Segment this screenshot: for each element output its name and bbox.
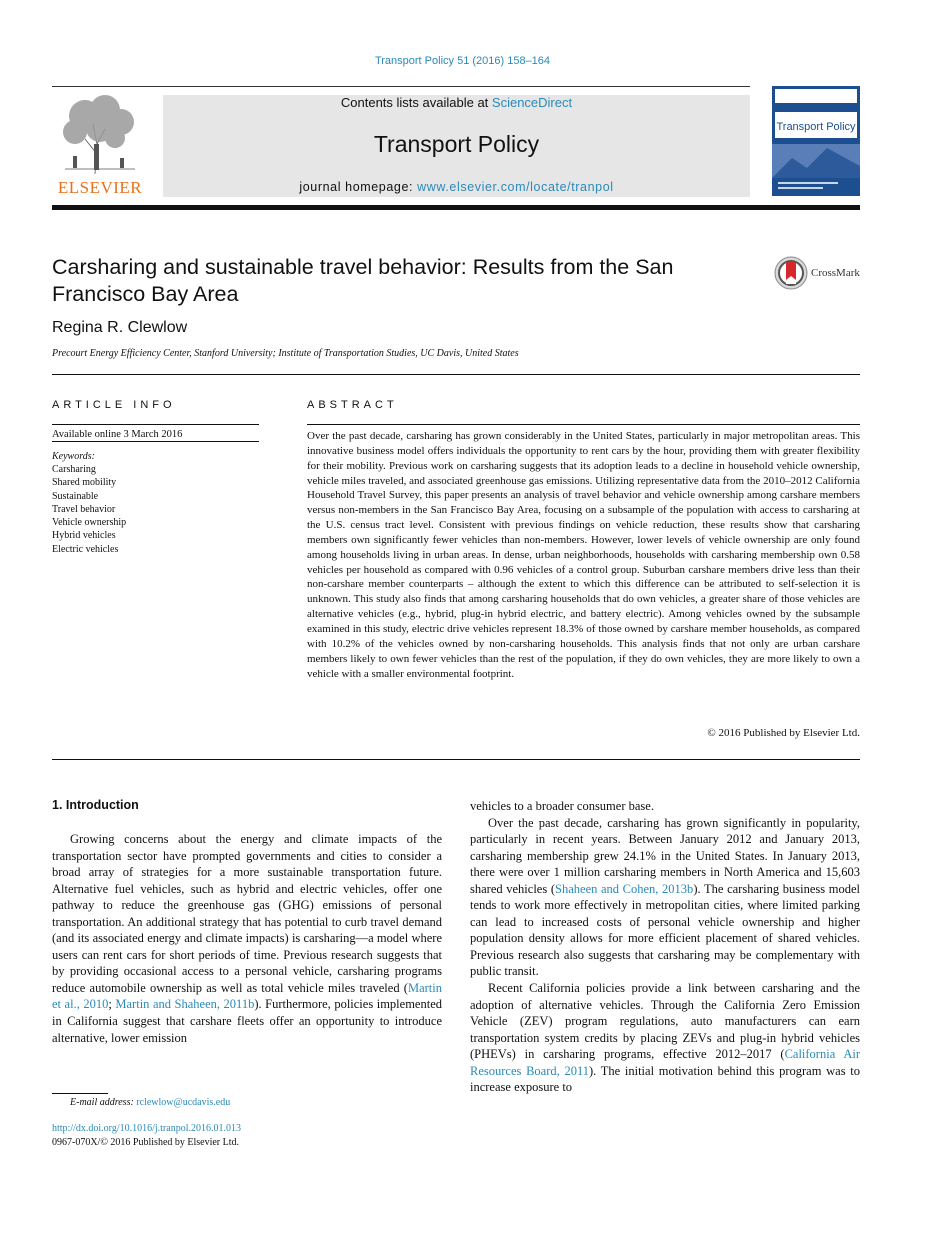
intro-paragraph-3 [470, 980, 860, 1096]
intro-paragraph-1 [52, 831, 442, 1046]
journal-cover-thumbnail[interactable] [772, 86, 860, 196]
email-link[interactable]: rclewlow@ucdavis.edu [136, 1097, 231, 1108]
keyword-item: Electric vehicles [52, 543, 119, 555]
reference-link[interactable]: California Air Resources Board, 2011 [470, 1047, 860, 1078]
article-info-heading: ARTICLE INFO [52, 399, 176, 411]
keyword-item: Shared mobility [52, 477, 117, 489]
paragraph-text: Over the past decade, carsharing has grown significantly in popularity, particularly in recent years. Between January 2012 and January 2013, carsharing membership grew 24.1% in the United States. In January 2013, there were over 1 million carsharing members in North America and 15,603 shared vehicles ( [470, 815, 860, 896]
cover-image [772, 86, 860, 196]
elsevier-logo [52, 94, 148, 198]
abstract-heading: ABSTRACT [307, 399, 398, 411]
footnote-email [70, 1097, 230, 1108]
info-rule [52, 441, 259, 442]
section-rule [52, 759, 860, 760]
author-affiliation: Precourt Energy Efficiency Center, Stanford University; Institute of Transportation Studies, UC Davis, United States [52, 348, 519, 359]
elsevier-tree-icon [55, 94, 145, 176]
issn-copyright: 0967-070X/© 2016 Published by Elsevier Ltd. [52, 1137, 240, 1148]
homepage-prefix: journal homepage: [299, 180, 418, 194]
section-rule [52, 374, 860, 375]
sciencedirect-link[interactable]: ScienceDirect [491, 95, 573, 110]
abstract-text: Over the past decade, carsharing has grown considerably in the United States, particularly in major metropolitan areas. This innovative business model offers individuals the opportunity to rent cars by the hour, providing them with greater flexibility for their mobility. Previous work on carsharing suggests that its adoption leads to a decline in household vehicle ownership, vehicle miles traveled, and associated greenhouse gas emissions. Utilizing representative data from the 2010–2012 California Household Travel Survey, this paper presents an analysis of travel behavior and vehicle ownership among carshare members versus non-members in the San Francisco Bay Area, focusing on a subsample of the population with access to carsharing at the U.S. census tract level. Consistent with previous findings on vehicle reduction, these results show that carsharing members own significantly fewer vehicles than non-members. However, lower levels of vehicle ownership are only found among households living in urban areas. In dense, urban neighborhoods, households with carsharing membership own 0.58 vehicles per household as compared with 0.96 vehicles of a control group. Suburban carshare members drive less than their non-carshare member counterparts – although the extent to which this difference can be attributed to self-selection it is unknown. This study also finds that among carsharing households that do own vehicles, a greater share of those vehicles are alternative vehicles (e.g., hybrid, plug-in hybrid electric, and battery electric). Among vehicles owned by the subsample examined in this study, electric drive vehicles represent 18.3% of those owned by carshare member households, as compared with 10.2% of the vehicles owned by non-carsharing households. This analysis finds that not only are urban carshare members likely to own fewer vehicles than the rest of the population, if they do own vehicles, they are more likely to own a vehicle with a smaller environmental footprint. [307, 430, 860, 680]
intro-paragraph-2 [470, 815, 860, 980]
available-online-date: Available online 3 March 2016 [52, 429, 183, 440]
journal-masthead [163, 95, 750, 197]
doi-link[interactable]: http://dx.doi.org/10.1016/j.tranpol.2016.01.013 [52, 1123, 241, 1134]
reference-link[interactable]: Martin and Shaheen, 2011b [115, 997, 255, 1012]
body-column-right [470, 798, 860, 1096]
article-title: Carsharing and sustainable travel behavior: Results from the San Francisco Bay Area [52, 255, 674, 306]
journal-citation[interactable] [0, 55, 925, 67]
keyword-item: Carsharing [52, 464, 96, 475]
paragraph-text: ; [108, 997, 116, 1012]
keyword-item: Hybrid vehicles [52, 530, 116, 542]
keyword-item: Sustainable [52, 490, 99, 502]
citation-link[interactable]: Transport Policy 51 (2016) 158–164 [374, 55, 551, 67]
section-heading-introduction: 1. Introduction [52, 798, 139, 812]
paragraph-text: Recent California policies provide a link between carsharing and the adoption of alternative vehicles. Through the California Zero Emission Vehicle (ZEV) program regulations, auto manufacturers can earn transportation system credits by placing ZEVs and plug-in hybrid vehicles (PHEVs) in carsharing programs, effective 2012–2017 ( [470, 981, 860, 1062]
contents-line [163, 95, 750, 110]
body-column-left [52, 831, 442, 1046]
info-rule [52, 424, 259, 425]
header-thick-rule [52, 205, 860, 210]
keyword-item: Travel behavior [52, 503, 116, 515]
reference-link[interactable]: Shaheen and Cohen, 2013b [555, 881, 694, 896]
paragraph-text: ). The carsharing business model tends to work more effectively in metropolitan cities, where limited parking can lead to increased costs of personal vehicle ownership and higher population density allows for more efficient placement of shared vehicles. Previous research also suggests that carsharing may be complementary with public transit. [470, 881, 860, 979]
crossmark-icon [774, 256, 808, 290]
header-rule [52, 86, 750, 87]
abstract-rule [307, 424, 860, 425]
footnote-rule [52, 1093, 108, 1094]
paragraph-text: ). Furthermore, policies implemented in California suggest that carshare fleets offer an opportunity to introduce alternative, lower emission [52, 997, 442, 1045]
crossmark-badge[interactable] [774, 256, 864, 292]
keywords-list [52, 463, 126, 556]
email-label: E-mail address: [70, 1097, 137, 1108]
crossmark-label: CrossMark [811, 267, 860, 279]
intro-paragraph-1-continued: vehicles to a broader consumer base. [470, 799, 654, 813]
paragraph-text: Growing concerns about the energy and climate impacts of the transportation sector have prompted governments and cities to consider a broad array of strategies for a more sustainable transportation future. Alternative fuel vehicles, such as hybrid and electric vehicles, offer one pathway to reduce the greenhouse gas (GHG) emissions of personal transportation. An additional strategy that has potential to curb travel demand (and its associated energy and climate impacts) is carsharing—a model where users can rent cars for short periods of time. Previous research suggests that by providing occasional access to a personal vehicle, carsharing programs reduce automobile ownership as well as total vehicle miles traveled ( [52, 832, 442, 995]
journal-title: Transport Policy [373, 131, 540, 157]
keywords-heading: Keywords: [52, 451, 95, 462]
elsevier-wordmark: ELSEVIER [57, 178, 143, 197]
homepage-line [163, 180, 750, 194]
author-name[interactable]: Regina R. Clewlow [52, 319, 188, 336]
abstract-copyright: © 2016 Published by Elsevier Ltd. [707, 727, 860, 739]
homepage-link[interactable]: www.elsevier.com/locate/tranpol [417, 180, 614, 194]
contents-prefix: Contents lists available at [340, 95, 492, 110]
paragraph-text: ). The initial motivation behind this program was to increase exposure to [470, 1063, 860, 1095]
keyword-item: Vehicle ownership [52, 517, 127, 529]
reference-link[interactable]: Martin et al., 2010 [52, 980, 442, 1012]
cover-title: Transport Policy [776, 121, 856, 133]
